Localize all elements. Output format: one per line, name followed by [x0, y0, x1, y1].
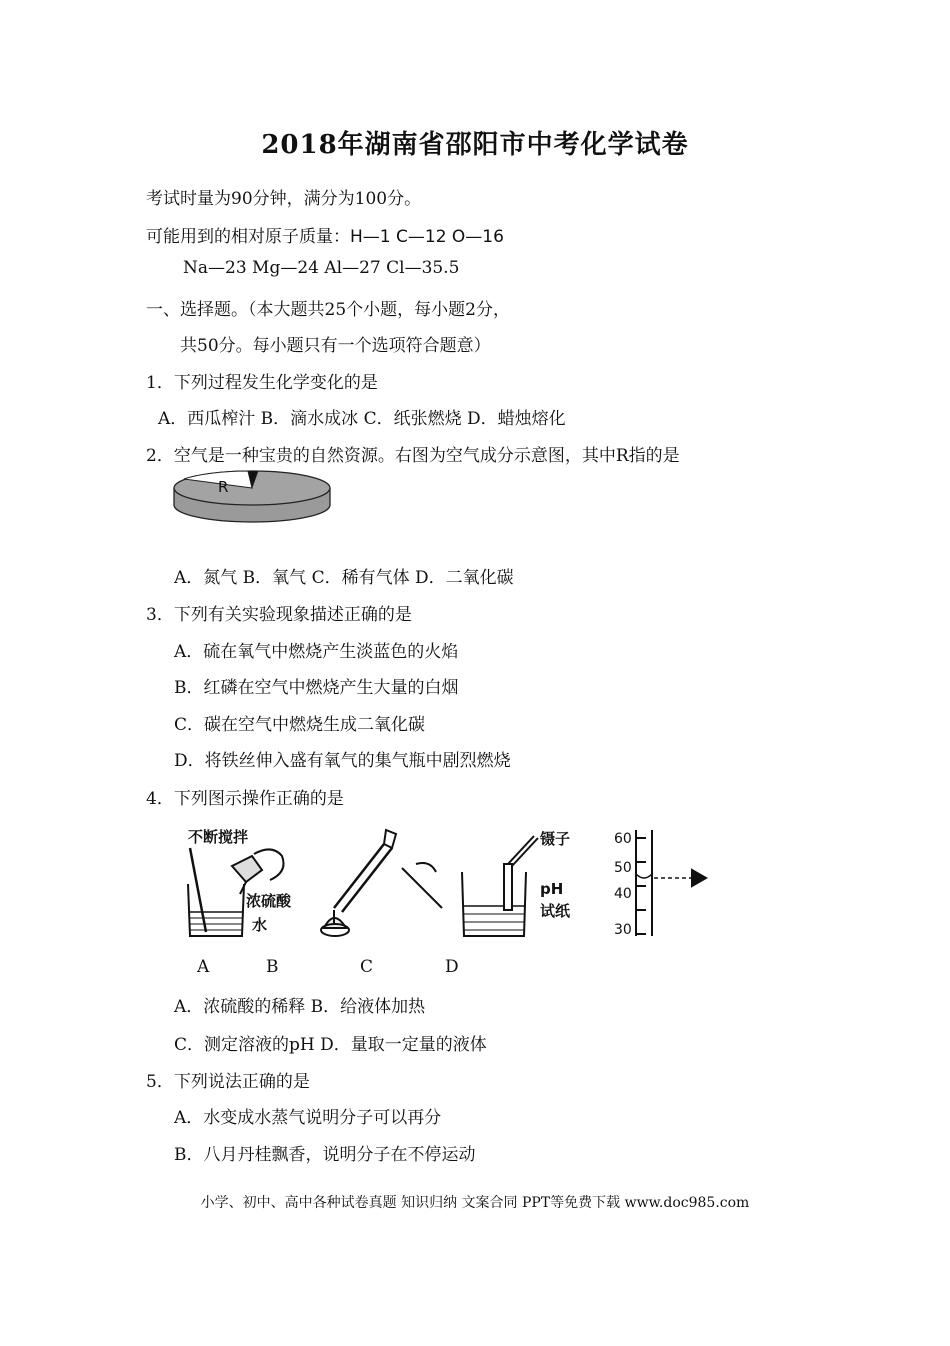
label-ph-paper: 试纸 [540, 902, 571, 920]
label-tweezers: 镊子 [540, 830, 571, 848]
q5-option-b: B．八月丹桂飘香，说明分子在不停运动 [174, 1145, 476, 1165]
q2-options: A．氮气 B．氧气 C．稀有气体 D．二氧化碳 [174, 568, 514, 588]
scale-30: 30 [614, 922, 632, 938]
figure-letter-a: A [197, 957, 210, 977]
scale-50: 50 [614, 860, 632, 876]
q5-option-a: A．水变成水蒸气说明分子可以再分 [174, 1108, 442, 1128]
exam-time-note: 考试时量为90分钟，满分为100分。 [146, 189, 422, 209]
figure-letter-c: C [360, 957, 374, 977]
figure-letter-d: D [445, 957, 459, 977]
page-title: 2018年湖南省邵阳市中考化学试卷 [261, 130, 689, 160]
atomic-masses-line-1: 可能用到的相对原子质量：H—1 C—12 O—16 [146, 227, 504, 247]
figure-letter-b: B [266, 957, 279, 977]
section1-desc-1: （本大题共25个小题，每小题2分， [248, 300, 510, 320]
q3-option-a: A．硫在氧气中燃烧产生淡蓝色的火焰 [174, 642, 459, 662]
label-ph: pH [540, 880, 564, 898]
q4-stem: 4．下列图示操作正确的是 [146, 789, 344, 809]
figure-label-r: R [218, 478, 229, 496]
section1-title: 一、选择题。 [146, 300, 248, 320]
label-stir: 不断搅拌 [188, 828, 249, 846]
q3-option-b: B．红磷在空气中燃烧产生大量的白烟 [174, 678, 459, 698]
q5-stem: 5．下列说法正确的是 [146, 1072, 310, 1092]
q3-option-c: C．碳在空气中燃烧生成二氧化碳 [174, 715, 426, 735]
label-acid: 浓硫酸 [246, 892, 292, 910]
scale-60: 60 [614, 831, 632, 847]
q1-options: A．西瓜榨汁 B．滴水成冰 C．纸张燃烧 D．蜡烛熔化 [158, 409, 566, 429]
q4-options-line-1: A．浓硫酸的稀释 B．给液体加热 [174, 997, 426, 1017]
air-composition-disk-figure [170, 468, 335, 528]
page-footer: 小学、初中、高中各种试卷真题 知识归纳 文案合同 PPT等免费下载 www.doc985.com [200, 1195, 750, 1211]
section1-desc-2: 共50分。每小题只有一个选项符合题意） [180, 336, 491, 356]
section1-heading [146, 295, 510, 320]
label-water: 水 [252, 916, 268, 934]
q4-options-line-2: C．测定溶液的pH D．量取一定量的液体 [174, 1035, 487, 1055]
q2-stem: 2．空气是一种宝贵的自然资源。右图为空气成分示意图，其中R指的是 [146, 446, 680, 466]
atomic-masses-line-2: Na—23 Mg—24 Al—27 Cl—35.5 [183, 258, 460, 278]
lab-operations-figure [184, 824, 724, 942]
scale-40: 40 [614, 886, 632, 902]
q1-stem: 1．下列过程发生化学变化的是 [146, 373, 378, 393]
q3-option-d: D．将铁丝伸入盛有氧气的集气瓶中剧烈燃烧 [174, 751, 511, 771]
q3-stem: 3．下列有关实验现象描述正确的是 [146, 605, 412, 625]
